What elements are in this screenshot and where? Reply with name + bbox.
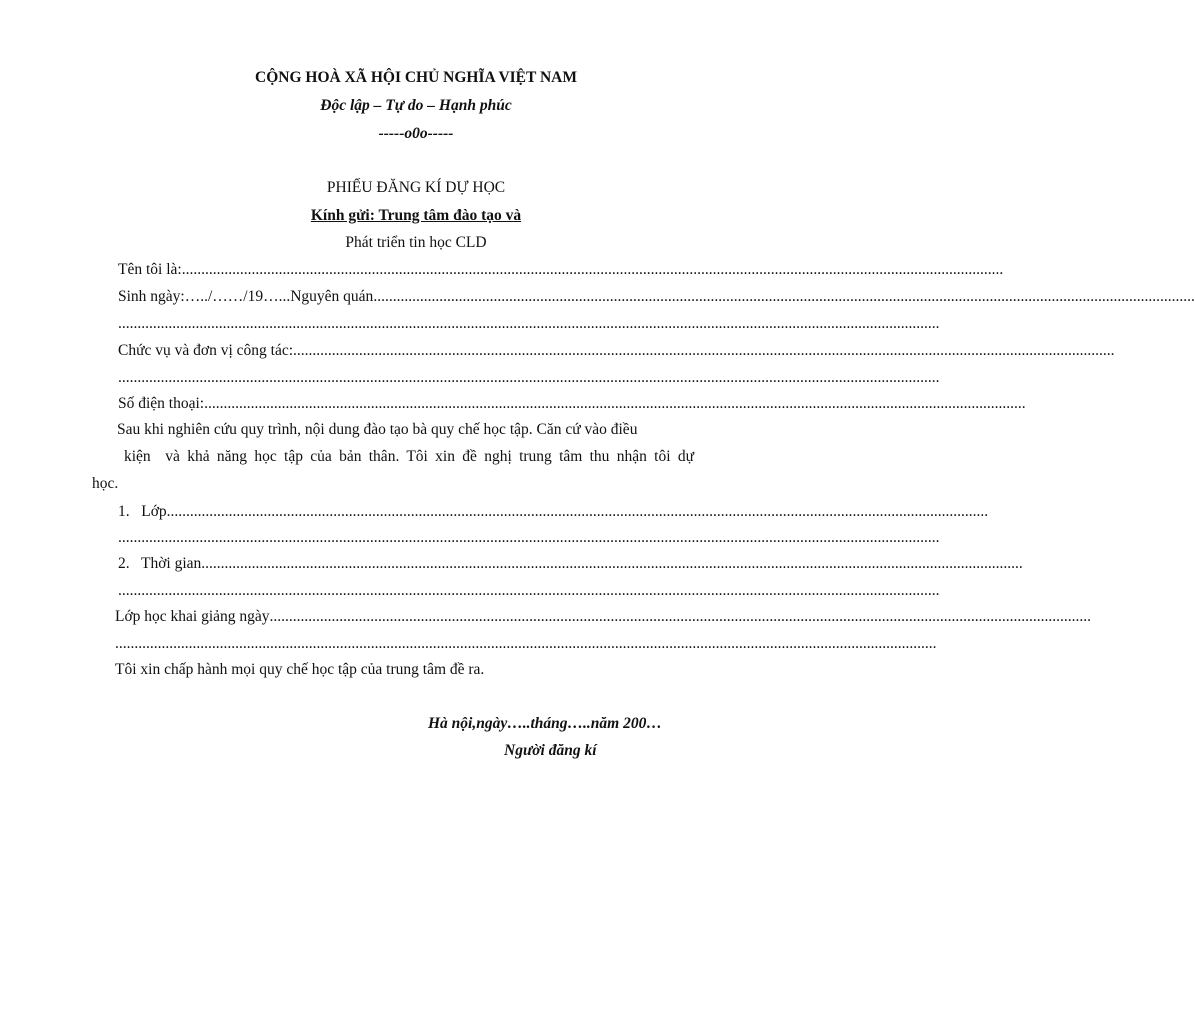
time-field[interactable] [118, 554, 1023, 574]
signer-label: Người đăng kí [504, 742, 597, 759]
paragraph-line-2: kiện và khả năng học tập của bản thân. Tôi xin đề nghị trung tâm thu nhận tôi dự [124, 448, 694, 465]
birth-label: Sinh ngày:…../……/19…...Nguyên quán [118, 288, 374, 305]
opening-label: Lớp học khai giảng ngày [115, 608, 270, 625]
position-field[interactable] [118, 341, 1115, 361]
opening-field-continuation[interactable] [115, 634, 937, 654]
opening-blank-2[interactable]: .................................................................................................................................................................................................................... [115, 635, 937, 652]
birth-field-continuation[interactable] [118, 314, 940, 334]
phone-label: Số điện thoại: [118, 395, 205, 412]
recipient-line-2: Phát triển tin học CLD [345, 234, 487, 251]
country-heading: CỘNG HOÀ XÃ HỘI CHỦ NGHĨA VIỆT NAM [255, 69, 577, 86]
commitment-text: Tôi xin chấp hành mọi quy chế học tập của trung tâm đề ra. [115, 661, 485, 678]
name-blank[interactable]: .................................................................................................................................................................................................................... [181, 261, 1004, 278]
paragraph-line-3: học. [92, 475, 119, 492]
form-title: PHIẾU ĐĂNG KÍ DỰ HỌC [326, 179, 506, 196]
paragraph-line-1: Sau khi nghiên cứu quy trình, nội dung đào tạo bà quy chế học tập. Căn cứ vào điều [117, 421, 638, 438]
hometown-blank-2[interactable]: .................................................................................................................................................................................................................... [118, 315, 940, 332]
time-blank[interactable]: .................................................................................................................................................................................................................... [201, 555, 1023, 572]
name-field[interactable] [118, 260, 1004, 280]
time-field-continuation[interactable] [118, 581, 940, 601]
opening-blank[interactable]: .................................................................................................................................................................................................................... [269, 608, 1092, 625]
birth-field[interactable] [118, 287, 1195, 307]
class-blank[interactable]: .................................................................................................................................................................................................................... [166, 503, 989, 520]
phone-field[interactable] [118, 394, 1026, 414]
place-date: Hà nội,ngày…..tháng…..năm 200… [428, 715, 662, 732]
opening-field[interactable] [115, 607, 1092, 627]
separator-line: -----o0o----- [378, 125, 454, 142]
class-label: 1. Lớp [118, 503, 167, 520]
position-blank[interactable]: .................................................................................................................................................................................................................... [293, 342, 1115, 359]
motto-heading: Độc lập – Tự do – Hạnh phúc [320, 97, 512, 114]
class-field-continuation[interactable] [118, 528, 940, 548]
time-blank-2[interactable]: .................................................................................................................................................................................................................... [118, 582, 940, 599]
class-blank-2[interactable]: .................................................................................................................................................................................................................... [118, 529, 940, 546]
hometown-blank[interactable]: .................................................................................................................................................................................................................... [373, 288, 1195, 305]
class-field[interactable] [118, 502, 989, 522]
recipient-line: Kính gửi: Trung tâm đào tạo và [310, 207, 522, 224]
position-label: Chức vụ và đơn vị công tác: [118, 342, 294, 359]
time-label: 2. Thời gian [118, 555, 202, 572]
phone-blank[interactable]: .................................................................................................................................................................................................................... [204, 395, 1026, 412]
position-field-continuation[interactable] [118, 368, 940, 388]
position-blank-2[interactable]: .................................................................................................................................................................................................................... [118, 369, 940, 386]
name-label: Tên tôi là: [118, 261, 182, 278]
